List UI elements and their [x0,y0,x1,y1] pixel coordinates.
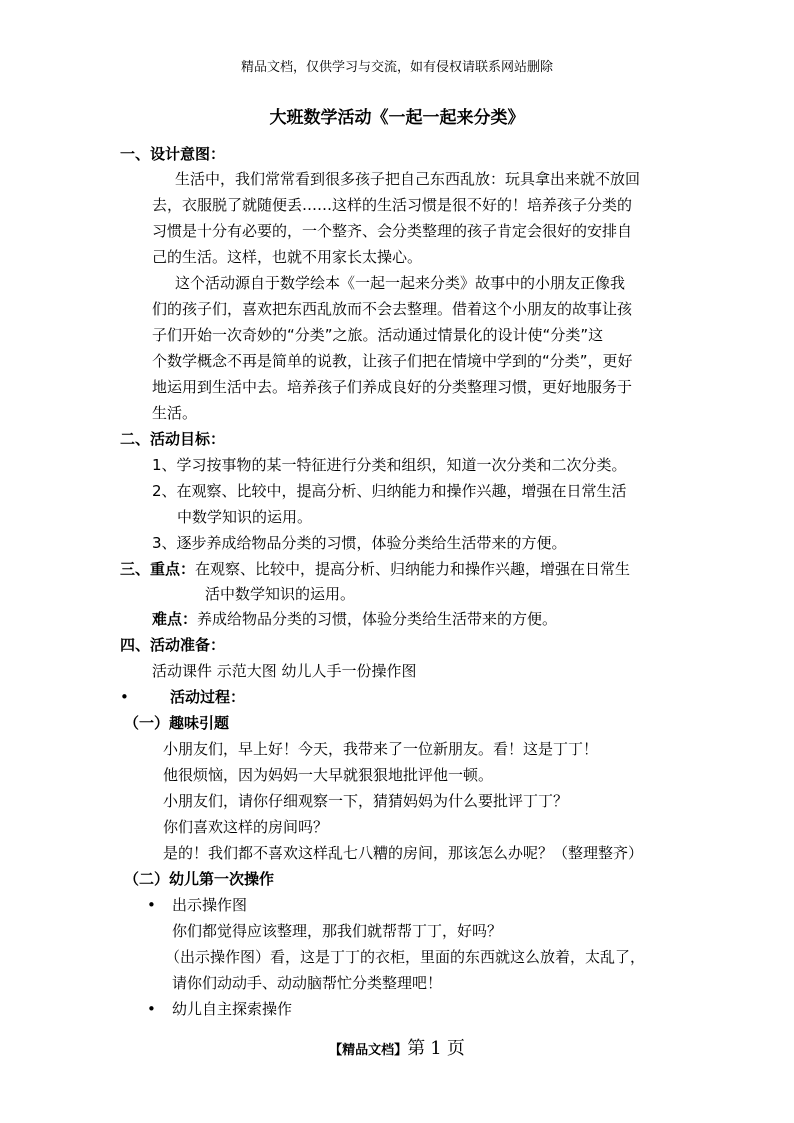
difficulty-line [152,610,557,628]
key-point-text: 在观察、比较中，提高分析、归纳能力和操作兴趣，增强在日常生 [195,560,631,578]
bullet: • [147,1000,156,1018]
dialogue-line: 小朋友们，早上好！今天，我带来了一位新朋友。看！这是丁丁！ [163,740,599,758]
key-point-line [120,560,630,578]
section-heading-key-points: 三、重点： [120,560,196,578]
paragraph-line: 生活中，我们常常看到很多孩子把自己东西乱放：玩具拿出来就不放回 [175,170,641,188]
dialogue-line: 你们都觉得应该整理，那我们就帮帮丁丁，好吗？ [172,922,503,940]
page-footer [0,1034,794,1060]
section-heading-goals: 二、活动目标： [120,430,226,448]
paragraph-line: 个数学概念不再是简单的说教，让孩子们把在情境中学到的“分类”，更好 [152,352,633,370]
difficulty-label: 难点： [152,610,198,628]
dialogue-line: 是的！我们都不喜欢这样乱七八糟的房间，那该怎么办呢？（整理整齐） [163,844,644,862]
bullet: • [147,896,156,914]
section-heading-design-intent: 一、设计意图： [120,145,226,163]
paragraph-line: 己的生活。这样，也就不用家长太操心。 [152,248,423,266]
footer-label: 【精品文档】 [329,1043,408,1058]
paragraph-line: 生活。 [152,404,198,422]
paragraph-line: 子们开始一次奇妙的“分类”之旅。活动通过情景化的设计使“分类”这 [152,326,604,344]
dialogue-line: 你们喜欢这样的房间吗？ [163,818,329,836]
dialogue-line: （出示操作图）看，这是丁丁的衣柜，里面的东西就这么放着，太乱了， [165,948,646,966]
page-number: 1 [430,1038,442,1059]
paragraph-line: 这个活动源自于数学绘本《一起一起来分类》故事中的小朋友正像我 [175,274,626,292]
goal-item: 1、学习按事物的某一特征进行分类和组织，知道一次分类和二次分类。 [152,456,627,474]
document-title: 大班数学活动《一起一起来分类》 [269,108,525,128]
goal-item-continuation: 中数学知识的运用。 [177,508,313,526]
page-header: 精品文档，仅供学习与交流，如有侵权请联系网站删除 [240,60,553,75]
preparation-text: 活动课件 示范大图 幼儿人手一份操作图 [152,662,417,680]
dialogue-line: 请你们动动手、动动脑帮忙分类整理吧！ [172,974,443,992]
goal-item: 3、逐步养成给物品分类的习惯，体验分类给生活带来的方便。 [152,534,567,552]
difficulty-text: 养成给物品分类的习惯，体验分类给生活带来的方便。 [197,610,558,628]
dialogue-line: 小朋友们，请你仔细观察一下，猜猜妈妈为什么要批评丁丁？ [163,792,569,810]
part-heading-intro: （一）趣味引题 [124,714,230,732]
key-point-continuation: 活中数学知识的运用。 [205,585,356,603]
paragraph-line: 习惯是十分有必要的，一个整齐、会分类整理的孩子肯定会很好的安排自 [152,222,633,240]
page-number-suffix: 页 [446,1038,465,1059]
part-heading-first-operation: （二）幼儿第一次操作 [124,870,275,888]
subitem-self-exploration: 幼儿自主探索操作 [172,1000,293,1018]
section-heading-preparation: 四、活动准备： [120,636,226,654]
paragraph-line: 去，衣服脱了就随便丢……这样的生活习惯是很不好的！培养孩子分类的 [152,196,633,214]
bullet: • [120,688,129,706]
paragraph-line: 们的孩子们，喜欢把东西乱放而不会去整理。借着这个小朋友的故事让孩 [152,300,633,318]
subitem-show-chart: 出示操作图 [172,896,248,914]
paragraph-line: 地运用到生活中去。培养孩子们养成良好的分类整理习惯，更好地服务于 [152,378,633,396]
goal-item: 2、在观察、比较中，提高分析、归纳能力和操作兴趣，增强在日常生活 [152,482,627,500]
page-number-prefix: 第 [407,1038,426,1059]
section-heading-process: 活动过程： [170,688,246,706]
dialogue-line: 他很烦恼，因为妈妈一大早就狠狠地批评他一顿。 [163,766,494,784]
